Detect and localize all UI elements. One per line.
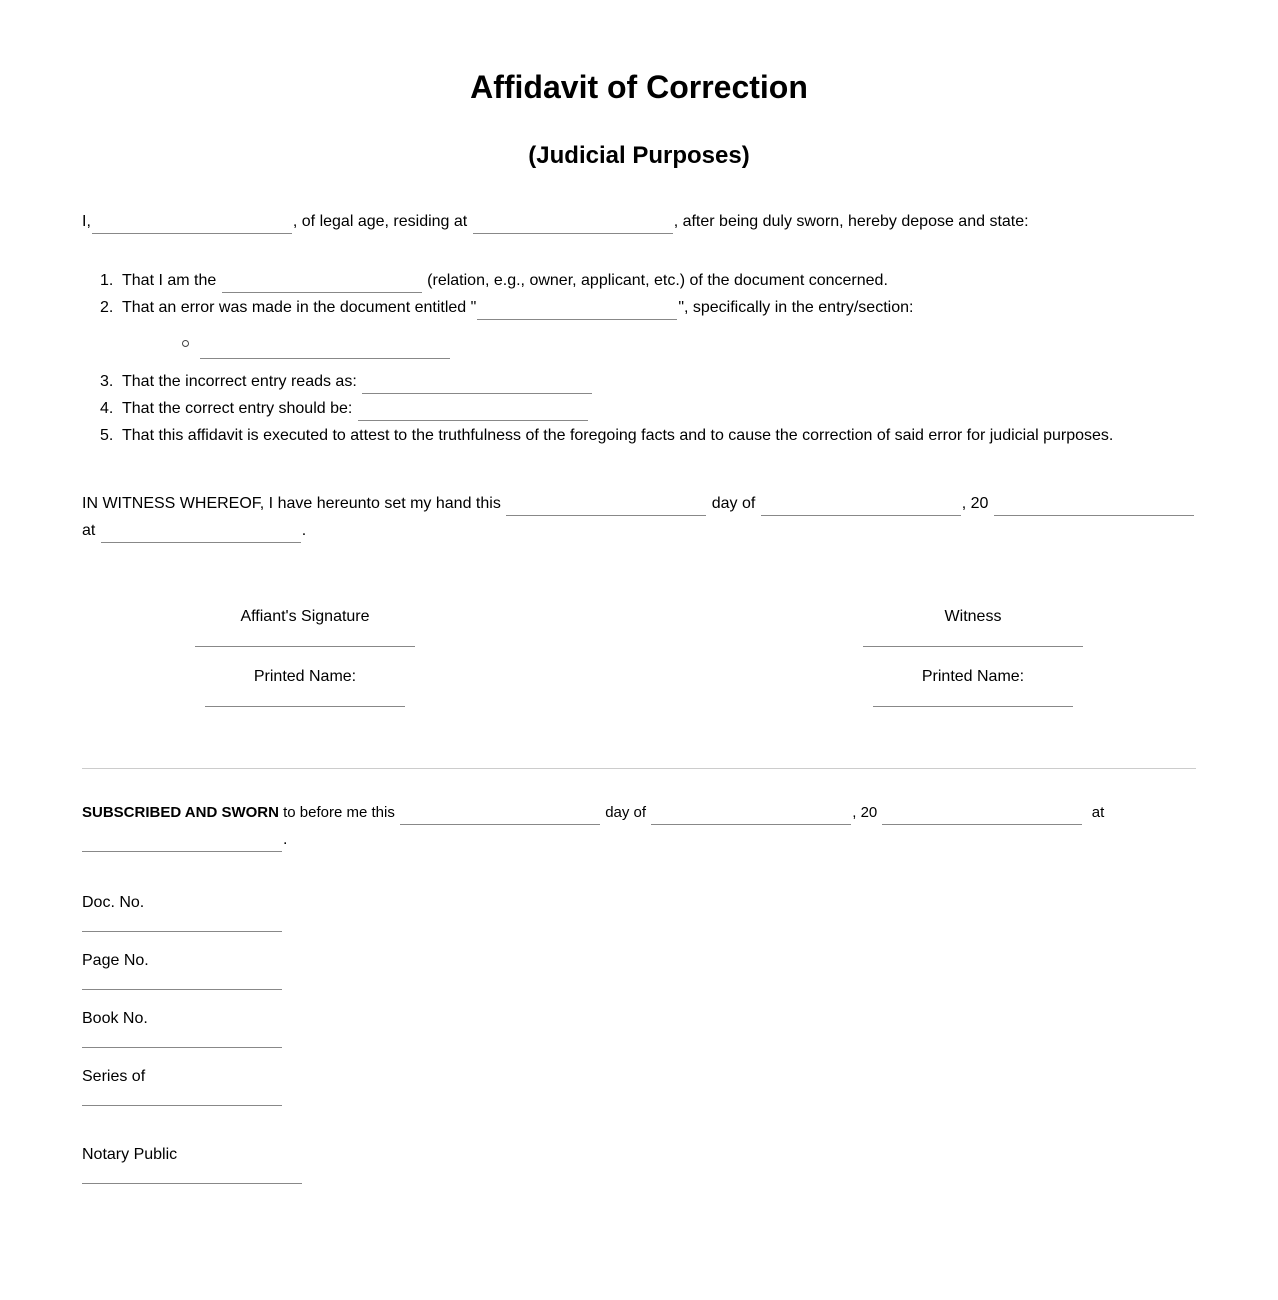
at-label: at [1091, 804, 1105, 821]
page-no-entry [82, 951, 282, 990]
fact-number: 4. [100, 400, 114, 417]
witness-place-field[interactable] [101, 542, 301, 543]
document-title-field[interactable] [477, 319, 677, 320]
fact-text: That the correct entry should be: [122, 400, 353, 417]
fact-number: 2. [100, 299, 114, 316]
doc-no-label: Doc. No. [82, 894, 145, 911]
jurat-place-field[interactable] [82, 851, 282, 852]
fact-text-after: ", specifically in the entry/section: [678, 299, 914, 316]
witness-clause-text: IN WITNESS WHEREOF, I have hereunto set my hand this [82, 495, 501, 512]
document-subtitle: (Judicial Purposes) [528, 142, 750, 169]
series-label: Series of [82, 1068, 146, 1085]
series-entry [82, 1067, 282, 1106]
witness-printed-name-label: Printed Name: [921, 668, 1025, 685]
fact-text: That the incorrect entry reads as: [122, 373, 357, 390]
witness-printed-name-field[interactable] [873, 706, 1073, 707]
witness-day-field[interactable] [506, 515, 706, 516]
entry-section-sub-item [182, 337, 451, 359]
fact-number: 3. [100, 373, 114, 390]
fact-text-after: (relation, e.g., owner, applicant, etc.) of the document concerned. [427, 272, 888, 289]
day-of-label: day of [711, 495, 756, 512]
fact-item-1 [100, 271, 1113, 298]
witness-signature-block [863, 607, 1083, 707]
intro-mid: , of legal age, residing at [292, 213, 468, 230]
witness-month-field[interactable] [761, 515, 961, 516]
fact-item-5 [100, 426, 1113, 453]
witness-signature-line[interactable] [863, 646, 1083, 647]
intro-suffix: , after being duly sworn, hereby depose and state: [673, 213, 1029, 230]
fact-item-4 [100, 399, 1113, 426]
fact-text: That this affidavit is executed to attest to the truthfulness of the foregoing facts and to cause the correction of said error for judicial purposes. [122, 427, 1114, 444]
intro-prefix: I, [82, 213, 91, 230]
jurat-bold-text: SUBSCRIBED AND SWORN [82, 804, 279, 821]
affiant-printed-name-field[interactable] [205, 706, 405, 707]
correct-entry-field[interactable] [358, 420, 588, 421]
at-label: at [82, 522, 96, 539]
period: . [301, 522, 307, 539]
residence-field[interactable] [473, 233, 673, 234]
affiant-name-field[interactable] [92, 233, 292, 234]
year-prefix: , 20 [852, 804, 878, 821]
document-title: Affidavit of Correction [470, 69, 808, 105]
witness-year-field[interactable] [994, 515, 1194, 516]
doc-no-entry [82, 893, 282, 932]
jurat-month-field[interactable] [651, 824, 851, 825]
witness-signature-label: Witness [944, 608, 1002, 625]
affiant-signature-label: Affiant's Signature [240, 608, 370, 625]
jurat-location [82, 830, 287, 852]
circle-bullet-icon [182, 340, 189, 347]
page-no-label: Page No. [82, 952, 149, 969]
notary-public-label: Notary Public [82, 1146, 178, 1163]
fact-number: 5. [100, 427, 114, 444]
incorrect-entry-field[interactable] [362, 393, 592, 394]
jurat-clause [82, 803, 1104, 825]
relation-field[interactable] [222, 292, 422, 293]
jurat-year-field[interactable] [882, 824, 1082, 825]
facts-list [82, 271, 1114, 453]
fact-text: That I am the [122, 272, 217, 289]
affiant-signature-block [195, 607, 415, 707]
entry-section-field[interactable] [200, 358, 450, 359]
book-no-label: Book No. [82, 1010, 148, 1027]
fact-number: 1. [100, 272, 114, 289]
affiant-signature-line[interactable] [195, 646, 415, 647]
witness-clause [82, 494, 1195, 516]
notary-public-entry [82, 1145, 302, 1184]
fact-item-3 [100, 372, 1113, 399]
year-prefix: , 20 [961, 495, 989, 512]
book-no-field[interactable] [82, 1047, 282, 1048]
day-of-label: day of [605, 804, 647, 821]
jurat-text: to before me this [283, 804, 395, 821]
fact-item-2 [100, 298, 1113, 325]
jurat-day-field[interactable] [400, 824, 600, 825]
intro-paragraph [82, 212, 1029, 234]
section-divider [82, 768, 1196, 769]
witness-clause-location [82, 521, 306, 543]
series-field[interactable] [82, 1105, 282, 1106]
book-no-entry [82, 1009, 282, 1048]
doc-no-field[interactable] [82, 931, 282, 932]
affiant-printed-name-label: Printed Name: [253, 668, 357, 685]
period: . [283, 831, 288, 848]
notary-public-signature-field[interactable] [82, 1183, 302, 1184]
fact-text: That an error was made in the document entitled " [122, 299, 477, 316]
page-no-field[interactable] [82, 989, 282, 990]
